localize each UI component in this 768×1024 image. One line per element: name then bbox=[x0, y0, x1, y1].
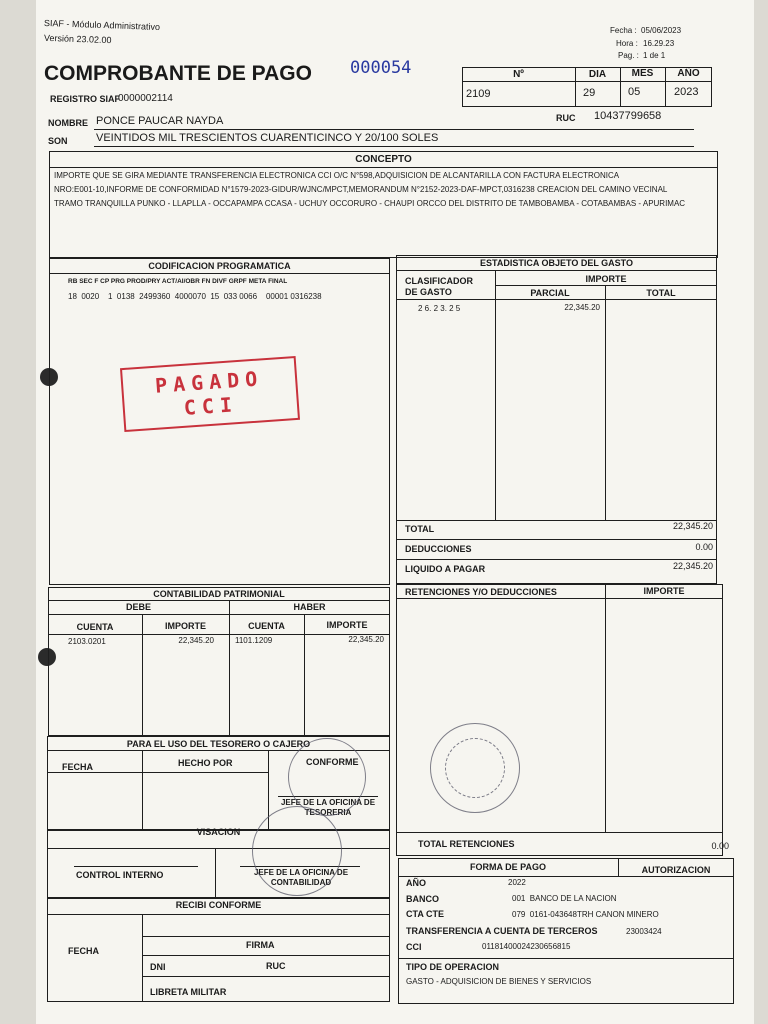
son-value: VEINTIDOS MIL TRESCIENTOS CUARENTICINCO Y 20/100 SOLES bbox=[96, 132, 439, 144]
transferencia-label: TRANSFERENCIA A CUENTA DE TERCEROS bbox=[406, 926, 598, 936]
tesorero-fecha-label: FECHA bbox=[62, 762, 93, 772]
doc-number: 000054 bbox=[350, 58, 412, 78]
cta-cte-value: 079 0161-043648TRH CANON MINERO bbox=[512, 910, 659, 919]
haber-header: HABER bbox=[293, 602, 326, 612]
recibi-fecha-label: FECHA bbox=[68, 946, 99, 956]
nombre-value: PONCE PAUCAR NAYDA bbox=[96, 115, 224, 127]
importe-header: IMPORTE bbox=[585, 274, 627, 284]
debe-header: DEBE bbox=[125, 602, 151, 612]
forma-pago-title: FORMA DE PAGO bbox=[470, 862, 546, 872]
contabilidad-title: CONTABILIDAD PATRIMONIAL bbox=[153, 589, 285, 599]
numero-header: Nº bbox=[513, 69, 524, 80]
system-version: Versión 23.02.00 bbox=[43, 32, 112, 46]
mes-value: 05 bbox=[628, 86, 641, 98]
liquido-value: 22,345.20 bbox=[672, 561, 713, 571]
debe-importe-value: 22,345.20 bbox=[178, 636, 214, 645]
liquido-label: LIQUIDO A PAGAR bbox=[405, 564, 486, 574]
banco-label: BANCO bbox=[406, 894, 439, 904]
debe-importe-header: IMPORTE bbox=[164, 621, 206, 631]
pagado-stamp: PAGADO CCI bbox=[120, 356, 300, 432]
deducciones-label: DEDUCCIONES bbox=[405, 544, 472, 554]
numero-value: 2109 bbox=[466, 88, 491, 100]
firma-label: FIRMA bbox=[246, 940, 275, 950]
total-label: TOTAL bbox=[405, 524, 435, 534]
debe-cuenta-value: 2103.0201 bbox=[68, 637, 106, 646]
system-name: SIAF - Módulo Administrativo bbox=[43, 17, 161, 33]
visacion-title: VISACION bbox=[196, 827, 241, 837]
total-retenciones-label: TOTAL RETENCIONES bbox=[418, 839, 515, 849]
hora-label: Hora : bbox=[616, 39, 638, 48]
parcial-value: 22,345.20 bbox=[564, 303, 600, 312]
control-interno-label: CONTROL INTERNO bbox=[76, 870, 164, 880]
cci-label: CCI bbox=[406, 942, 422, 952]
mes-header: MES bbox=[631, 68, 654, 79]
codificacion-headers: RB SEC F CP PRG PROD/PRY ACT/AI/OBR FN DIVF GRPF META FINAL bbox=[68, 278, 288, 285]
registro-label: REGISTRO SIAF bbox=[50, 94, 121, 104]
recibi-title: RECIBI CONFORME bbox=[175, 900, 262, 910]
total-value: 22,345.20 bbox=[672, 521, 713, 531]
jefe-tesoreria-label: JEFE DE LA OFICINA DE TESORERIA bbox=[280, 798, 376, 817]
cta-cte-label: CTA CTE bbox=[406, 909, 444, 919]
fecha-label: Fecha : bbox=[610, 26, 637, 35]
concepto-line-2: NRO:E001-10,INFORME DE CONFORMIDAD N°1579-2023-GIDUR/WJNC/MPCT,MEMORANDUM N°2152-2023-DAF-MPCT,0316238 CREACION DEL CAMINO VECINAL bbox=[54, 185, 668, 194]
libreta-militar-label: LIBRETA MILITAR bbox=[150, 987, 227, 997]
ano-header: AÑO bbox=[677, 68, 700, 79]
concepto-line-1: IMPORTE QUE SE GIRA MEDIANTE TRANSFERENCIA ELECTRONICA CCI O/C N°598,ADQUISICION DE ALCANTARILLA CON FACTURA ELECTRONICA bbox=[54, 171, 620, 180]
banco-value: 001 BANCO DE LA NACION bbox=[512, 894, 617, 903]
dia-value: 29 bbox=[583, 87, 596, 99]
codificacion-title: CODIFICACION PROGRAMATICA bbox=[148, 261, 291, 271]
total-header: TOTAL bbox=[646, 288, 676, 298]
tipo-operacion-value: GASTO - ADQUISICION DE BIENES Y SERVICIOS bbox=[406, 977, 592, 986]
forma-ano-label: AÑO bbox=[406, 878, 426, 888]
municipal-seal-inner bbox=[445, 738, 505, 798]
conforme-label: CONFORME bbox=[306, 757, 359, 767]
ruc-value: 10437799658 bbox=[594, 110, 662, 122]
contabilidad-seal bbox=[252, 806, 342, 896]
tipo-operacion-label: TIPO DE OPERACION bbox=[406, 962, 500, 972]
cci-value: 01181400024230656815 bbox=[482, 942, 571, 951]
total-retenciones-value: 0.00 bbox=[711, 841, 729, 851]
page-title: COMPROBANTE DE PAGO bbox=[44, 62, 312, 85]
haber-importe-value: 22,345.20 bbox=[348, 635, 384, 644]
jefe-contabilidad-label: JEFE DE LA OFICINA DE CONTABILIDAD bbox=[253, 868, 349, 887]
retenciones-title: RETENCIONES Y/O DEDUCCIONES bbox=[405, 587, 557, 597]
dni-label: DNI bbox=[150, 962, 166, 972]
debe-cuenta-header: CUENTA bbox=[76, 622, 114, 632]
ruc-label: RUC bbox=[556, 113, 576, 123]
dia-header: DIA bbox=[588, 69, 607, 80]
forma-ano-value: 2022 bbox=[508, 878, 526, 887]
registro-value: 0000002114 bbox=[118, 93, 173, 104]
codificacion-values: 18 0020 1 0138 2499360 4000070 15 033 0066 00001 0316238 bbox=[68, 292, 322, 301]
tesoreria-seal bbox=[288, 738, 366, 816]
autorizacion-header: AUTORIZACION bbox=[641, 865, 711, 875]
tesorero-title: PARA EL USO DEL TESORERO O CAJERO bbox=[126, 739, 311, 749]
pag-value: 1 de 1 bbox=[643, 51, 666, 60]
hecho-por-label: HECHO POR bbox=[178, 758, 233, 768]
pag-label: Pag. : bbox=[618, 51, 639, 60]
concepto-line-3: TRAMO TRANQUILLA PUNKO - LLAPLLA - OCCAPAMPA CCASA - UCHUY OCCORURO - CHAUPI ORCCO DEL DISTRITO DE TAMBOBAMBA - COTABAMBAS - APURIMAC bbox=[54, 199, 686, 208]
nombre-label: NOMBRE bbox=[48, 118, 88, 128]
transferencia-value: 23003424 bbox=[626, 927, 662, 936]
ano-value: 2023 bbox=[674, 86, 699, 98]
son-label: SON bbox=[48, 136, 68, 146]
concepto-title: CONCEPTO bbox=[355, 154, 412, 165]
retenciones-importe-header: IMPORTE bbox=[643, 586, 685, 596]
haber-importe-header: IMPORTE bbox=[326, 620, 368, 630]
retenciones-box bbox=[396, 584, 723, 856]
hora-value: 16.29.23 bbox=[643, 39, 675, 48]
haber-cuenta-header: CUENTA bbox=[248, 621, 285, 631]
clasificador-value: 2 6. 2 3. 2 5 bbox=[418, 304, 461, 313]
fecha-value: 05/06/2023 bbox=[641, 26, 682, 35]
haber-cuenta-value: 1101.1209 bbox=[235, 636, 273, 645]
deducciones-value: 0.00 bbox=[695, 542, 713, 552]
clasificador-header: CLASIFICADOR DE GASTO bbox=[405, 276, 473, 297]
recibi-ruc-label: RUC bbox=[266, 961, 286, 971]
estadistica-title: ESTADISTICA OBJETO DEL GASTO bbox=[479, 258, 634, 268]
parcial-header: PARCIAL bbox=[530, 288, 570, 298]
